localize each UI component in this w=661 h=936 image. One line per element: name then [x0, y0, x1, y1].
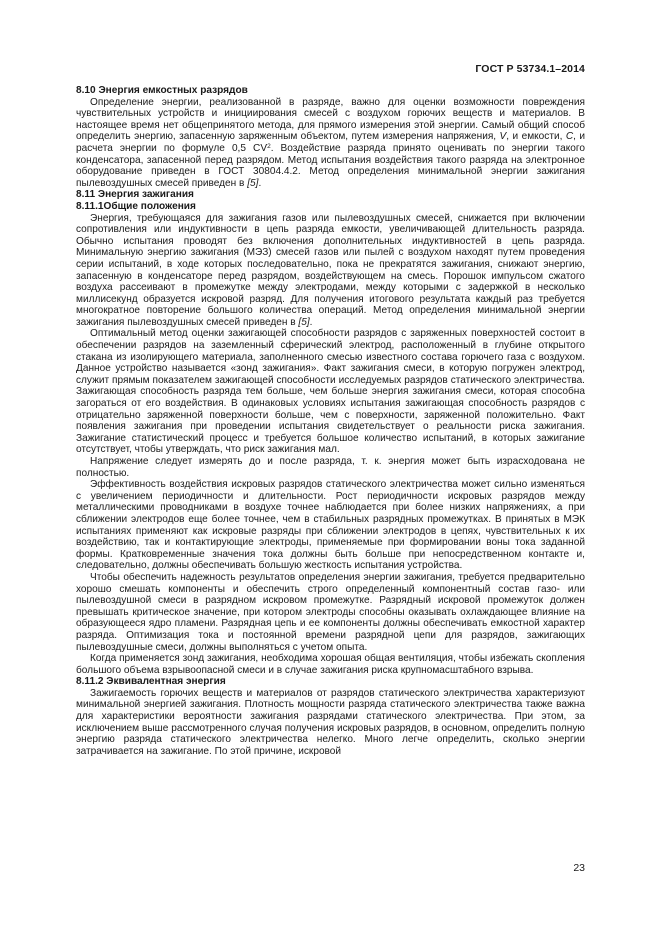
- section-heading-8-11-1: 8.11.1Общие положения: [76, 200, 196, 212]
- paragraph-discharge-energy: Определение энергии, реализованной в разряде, важно для оценки возможности повреждения чувствительных устройств и инициирования смесей с воздухом горючих веществ и материалов. В настоящее время нет общепринятого метода, для прямого измерения этой энергии. Самый общий способ определить энергию, запасенную заряженным объектом, путем измерения напряжения, V, и емкости, C, и расчета энергии по формуле 0,5 $CV^2$. Воздействие разряда принято оценивать по энергии такого конденсатора, запасенной перед разрядом. Метод испытания воздействия такого разряда на электронное оборудование приведен в ГОСТ 30804.4.2. Метод определения минимальной энергии зажигания пылевоздушных смесей приведен в [5].: [76, 96, 585, 189]
- section-heading-8-11-2: 8.11.2 Эквивалентная энергия: [76, 676, 226, 688]
- section-heading-8-11: 8.11 Энергия зажигания: [76, 189, 194, 201]
- paragraph-voltage-measurement: Напряжение следует измерять до и после разряда, т. к. энергия может быть израсходована не полностью.: [76, 456, 585, 479]
- standard-code-header: ГОСТ Р 53734.1–2014: [475, 63, 585, 75]
- page-number: 23: [573, 862, 585, 874]
- paragraph-equivalent-energy: Зажигаемость горючих веществ и материалов от разрядов статического электричества характеризуют минимальной энергией зажигания. Плотность мощности разряда статического электричества также важна для характеристики вероятности зажигания разрядами статического электричества. При этом, за исключением выше рассмотренного случая получения искровых разрядов, в основном, определить полную энергию разряда статического электричества нелегко. Много легче определить, сколько энергии затрачивается на зажигание. По этой причине, искровой: [76, 687, 585, 757]
- paragraph-ventilation: Когда применяется зонд зажигания, необходима хорошая общая вентиляция, чтобы избежать скопления большого объема взрывоопасной смеси и в случае зажигания риска крупномасштабного взрыва.: [76, 653, 585, 676]
- section-heading-8-10: 8.10 Энергия емкостных разрядов: [76, 85, 248, 96]
- paragraph-spark-effectiveness: Эффективность воздействия искровых разрядов статического электричества может сильно изменяться с увеличением периодичности и длительности. Рост периодичности искровых разрядов между металлическими проводниками в воздухе точнее наблюдается при более низких напряжениях, а при сближении электродов еще более точнее, чем в стабильных разрядных промежутках. В принятых в МЭК испытаниях применяют как искровые разряды при сближении электродов в цепях, чувствительных к их воздействию, так и контактирующие электроды, применяемые при формировании воны тока заданной формы. Кратковременные значения тока должны быть больше при непосредственном контакте и, следовательно, должны обеспечивать большую жесткость испытания устройства.: [76, 479, 585, 572]
- paragraph-ignition-energy: Энергия, требующаяся для зажигания газов или пылевоздушных смесей, снижается при включении сопротивления или индуктивности в цепь разряда емкости, увеличивающей длительность разряда. Обычно испытания проводят без включения дополнительных индуктивностей в цепь разряда. Минимальную энергию зажигания (МЭЗ) смесей газов или пылей с воздухом находят путем проведения серии испытаний, в ходе которых последовательно, пока не прекратятся зажигания, снижают энергию, запасенную в конденсаторе перед разрядом, воздействующем на смесь. Порошок импульсом сжатого воздуха рассеивают в промежутке между электродами, между которыми с задержкой в несколько миллисекунд образуется искровой разряд. Для получения итогового результата каждый раз требуется многократное повторение большого количества операций. Метод определения минимальной энергии зажигания пылевоздушных смесей приведен в [5].: [76, 212, 585, 328]
- paragraph-reliability: Чтобы обеспечить надежность результатов определения энергии зажигания, требуется предварительно хорошо смешать компоненты и обеспечить строго определенный компонентный состав газо- или пылевоздушной смеси в разрядном искровом промежутке. Разрядный искровой промежуток должен превышать критическое значение, при котором электроды способны оказывать охлаждающее влияние на образующееся ядро пламени. Разрядная цепь и ее компоненты должны обеспечивать емкостной характер разряда. Оптимизация тока и постоянной времени разрядной цепи для разрядов, зажигающих пылевоздушные смеси, должны выполняться с учетом опыта.: [76, 571, 585, 653]
- document-body: [76, 85, 585, 757]
- paragraph-ignition-probe: Оптимальный метод оценки зажигающей способности разрядов с заряженных поверхностей состоит в обеспечении разрядов на заземленный сферический электрод, расположенный в глубине открытого стакана из изолирующего материала, заполненного смесью известного состава горючего газа с воздухом. Данное устройство называется «зонд зажигания». Факт зажигания смеси, в которую погружен электрод, служит прямым показателем зажигающей способности исследуемых разрядов статического электричества. Зажигающая способность разряда тем больше, чем больше энергия зажигания смеси, которая способна загораться от его воздействия. В одинаковых условиях испытания зажигающая способность разрядов с отрицательно заряженной поверхности больше, чем с поверхности, заряженной положительно. Факт появления зажигания при проведении испытания свидетельствует о реальности риска зажигания. Зажигание статистический процесс и требуется большое количество испытаний, в которых зажигание отсутствует, чтобы утверждать, что риск зажигания мал.: [76, 328, 585, 456]
